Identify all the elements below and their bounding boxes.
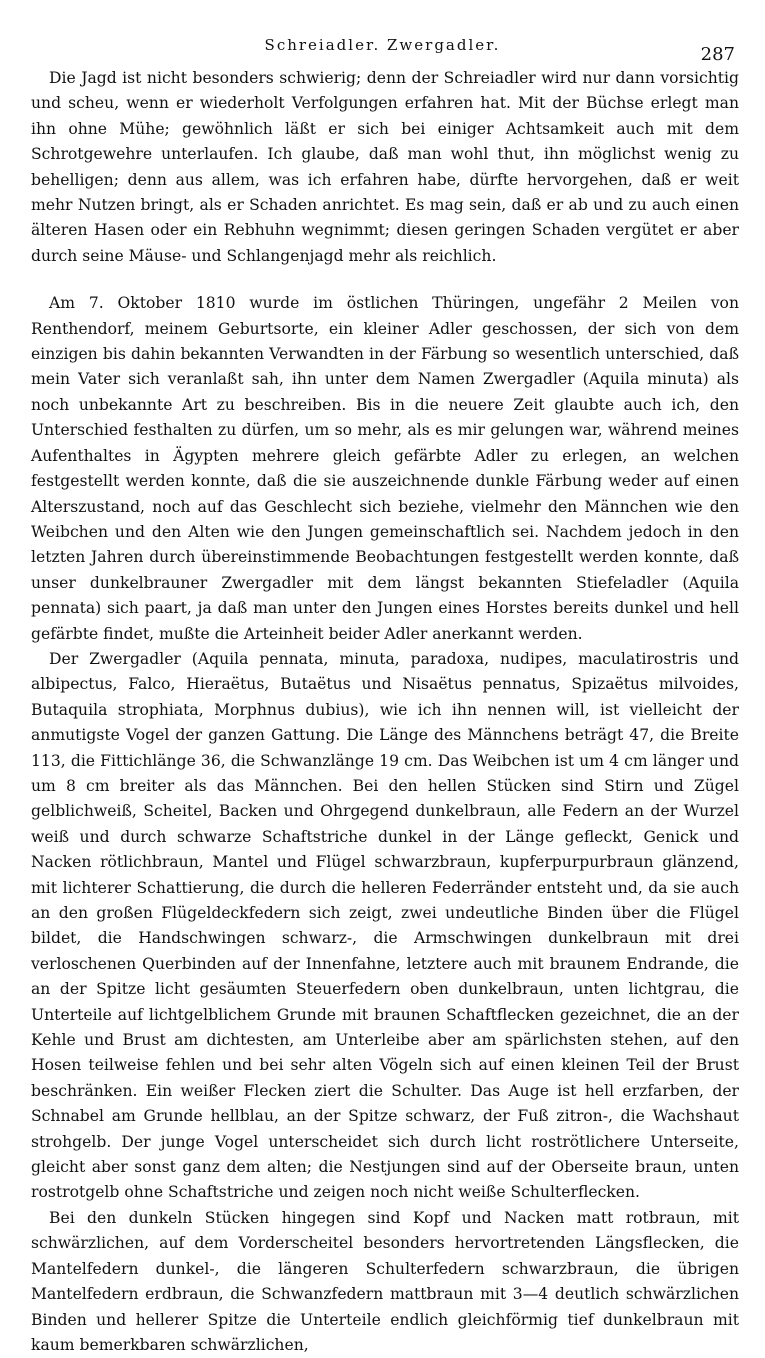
running-title: Schreiadler. Zwergadler.	[264, 36, 501, 54]
paragraph-description: Der Zwergadler (Aquila pennata, minuta, paradoxa, nudipes, maculatirostris und albipectus, Falco, Hieraëtus, Butaëtus und Nisaëtus pennatus, Spizaëtus milvoides, Butaquila strophiata, Morphnus dubius), wie ich ihn nennen will, ist vielleicht der anmutigste Vogel der ganzen Gattung. Die Länge des Männchens beträgt 47, die Breite 113, die Fittichlänge 36, die Schwanzlänge 19 cm. Das Weibchen ist um 4 cm länger und um 8 cm breiter als das Männchen. Bei den hellen Stücken sind Stirn und Zügel gelblichweiß, Scheitel, Backen und Ohrgegend dunkelbraun, alle Federn an der Wurzel weiß und durch schwarze Schaftstriche dunkel in der Länge gefleckt, Genick und Nacken rötlichbraun, Mantel und Flügel schwarzbraun, kupferpurpurbraun glänzend, mit lichterer Schattierung, die durch die helleren Federränder entsteht und, da sie auch an den großen Flügeldeckfedern sich zeigt, zwei undeutliche Binden über die Flügel bildet, die Handschwingen schwarz-, die Armschwingen dunkelbraun mit drei verloschenen Querbinden auf der Innenfahne, letztere auch mit braunem Endrande, die an der Spitze licht gesäumten Steuerfedern oben dunkelbraun, unten lichtgrau, die Unterteile auf lichtgelblichem Grunde mit braunen Schaftflecken gezeichnet, die an der Kehle und Brust am dichtesten, am Unterleibe aber am spärlichsten stehen, auf den Hosen teilweise fehlen und bei sehr alten Vögeln sich auf einen kleinen Teil der Brust beschränken. Ein weißer Flecken ziert die Schulter. Das Auge ist hell erzfarben, der Schnabel am Grunde hellblau, an der Spitze schwarz, der Fuß zitron-, die Wachshaut strohgelb. Der junge Vogel unterscheidet sich durch licht roströtlichere Unterseite, gleicht aber sonst ganz dem alten; die Nestjungen sind auf der Oberseite braun, unten rostrotgelb ohne Schaftstriche und zeigen noch nicht weiße Schulterflecken.	[31, 649, 739, 1202]
body-text	[31, 66, 739, 1358]
paragraph-discovery: Am 7. Oktober 1810 wurde im östlichen Thüringen, ungefähr 2 Meilen von Renthendorf, meinem Geburtsorte, ein kleiner Adler geschossen, der sich von dem einzigen bis dahin bekannten Verwandten in der Färbung so wesentlich unterschied, daß mein Vater sich veranlaßt sah, ihn unter dem Namen Zwergadler (Aquila minuta) als noch unbekannte Art zu beschreiben. Bis in die neuere Zeit glaubte auch ich, den Unterschied festhalten zu dürfen, um so mehr, als es mir gelungen war, während meines Aufenthaltes in Ägypten mehrere gleich gefärbte Adler zu erlegen, an welchen festgestellt werden konnte, daß die sie auszeichnende dunkle Färbung weder auf einen Alterszustand, noch auf das Geschlecht sich beziehe, vielmehr den Männchen wie den Weibchen und den Alten wie den Jungen gemeinschaftlich sei. Nachdem jedoch in den letzten Jahren durch übereinstimmende Beobachtungen festgestellt werden konnte, daß unser dunkelbrauner Zwergadler mit dem längst bekannten Stiefeladler (Aquila pennata) sich paart, ja daß man unter den Jungen eines Horstes bereits dunkel und hell gefärbte findet, mußte die Arteinheit beider Adler anerkannt werden.	[31, 294, 739, 643]
paragraph-dark-morph: Bei den dunkeln Stücken hingegen sind Kopf und Nacken matt rotbraun, mit schwärzlichen, auf dem Vorderscheitel besonders hervortretenden Längsflecken, die Mantelfedern dunkel-, die längeren Schulterfedern schwarzbraun, die übrigen Mantelfedern erdbraun, die Schwanzfedern mattbraun mit 3—4 deutlich schwärzlichen Binden und hellerer Spitze die Unterteile endlich gleichförmig tief dunkelbraun mit kaum bemerkbaren schwärzlichen,	[31, 1208, 739, 1354]
running-head	[0, 36, 765, 65]
paragraph-hunting: Die Jagd ist nicht besonders schwierig; denn der Schreiadler wird nur dann vorsichtig und scheu, wenn er wiederholt Verfolgungen erfahren hat. Mit der Büchse erlegt man ihn ohne Mühe; gewöhnlich läßt er sich bei einiger Achtsamkeit auch mit dem Schrotgewehre unterlaufen. Ich glaube, daß man wohl thut, ihn möglichst wenig zu behelligen; denn aus allem, was ich erfahren habe, dürfte hervorgehen, daß er weit mehr Nutzen bringt, als er Schaden anrichtet. Es mag sein, daß er ab und zu auch einen älteren Hasen oder ein Rebhuhn wegnimmt; diesen geringen Schaden vergütet er aber durch seine Mäuse- und Schlangenjagd mehr als reichlich.	[31, 69, 739, 265]
page-number: 287	[700, 44, 735, 65]
